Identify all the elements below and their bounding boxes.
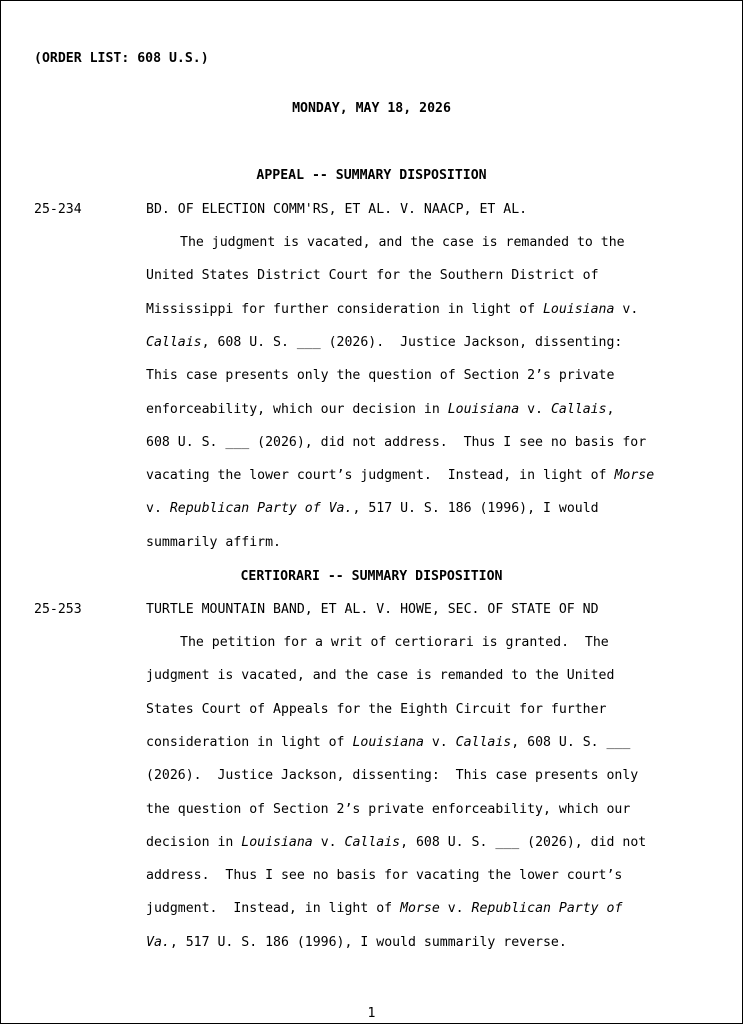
case-name-italic: Louisiana <box>447 402 520 417</box>
section-heading-appeal: APPEAL -- SUMMARY DISPOSITION <box>256 168 487 183</box>
text-run: The petition for a writ of certiorari is granted. The <box>180 635 609 650</box>
case-name-italic: Callais <box>146 335 202 350</box>
case-name-italic: Callais <box>550 402 607 417</box>
case-name-italic: Republican Party of <box>471 901 623 916</box>
case-name-italic: Louisiana <box>352 735 424 750</box>
text-run: States Court of Appeals for the Eighth Circuit for further <box>146 702 607 717</box>
case-name-italic: Louisiana <box>241 835 313 850</box>
section-heading-certiorari: CERTIORARI -- SUMMARY DISPOSITION <box>240 569 503 584</box>
opinion-line <box>146 734 630 752</box>
text-run: summarily affirm. <box>146 535 281 550</box>
opinion-line <box>146 801 630 819</box>
order-date: MONDAY, MAY 18, 2026 <box>292 101 451 116</box>
text-run: judgment. Instead, in light of <box>146 901 401 916</box>
opinion-line <box>146 667 614 685</box>
case-name-italic: Louisiana <box>542 302 615 317</box>
text-run: v. <box>423 735 456 750</box>
text-run: The judgment is vacated, and the case is remanded to the <box>180 235 625 250</box>
case-number: 25-253 <box>34 602 82 617</box>
opinion-line <box>146 934 567 952</box>
case-name-italic: Morse <box>614 468 655 483</box>
text-run: , 517 U. S. 186 (1996), I would <box>352 501 599 516</box>
opinion-line <box>146 401 614 419</box>
text-run: consideration in light of <box>146 735 353 750</box>
opinion-line <box>146 301 638 319</box>
text-run: , 517 U. S. 186 (1996), I would summarily reverse. <box>169 935 567 950</box>
opinion-line <box>146 900 622 918</box>
text-run: United States District Court for the Southern District of <box>146 268 599 283</box>
opinion-line <box>146 767 638 785</box>
case-title: TURTLE MOUNTAIN BAND, ET AL. V. HOWE, SEC. OF STATE OF ND <box>146 602 599 617</box>
opinion-line <box>146 434 646 452</box>
opinion-line <box>180 234 625 252</box>
text-run: v. <box>614 302 639 317</box>
opinion-line <box>180 634 609 652</box>
case-number: 25-234 <box>34 202 82 217</box>
opinion-line <box>146 867 622 885</box>
text-run: address. Thus I see no basis for vacating the lower court’s <box>146 868 623 883</box>
opinion-line <box>146 534 281 552</box>
text-run: (2026). Justice Jackson, dissenting: This case presents only <box>146 768 639 783</box>
case-name-italic: Callais <box>344 835 401 850</box>
page-number: 1 <box>367 1006 376 1021</box>
case-name-italic: Morse <box>400 901 440 916</box>
text-run: , <box>606 402 615 417</box>
text-run: decision in <box>146 835 242 850</box>
text-run: , 608 U. S. ___ <box>511 735 631 750</box>
opinion-line <box>146 834 646 852</box>
order-list-label: (ORDER LIST: 608 U.S.) <box>34 51 209 66</box>
text-run: 608 U. S. ___ (2026), did not address. Thus I see no basis for <box>146 435 647 450</box>
text-run: v. <box>146 501 170 516</box>
text-run: enforceability, which our decision in <box>146 402 448 417</box>
text-run: This case presents only the question of Section 2’s private <box>146 368 615 383</box>
text-run: v. <box>519 402 551 417</box>
text-run: Mississippi for further consideration in light of <box>146 302 543 317</box>
opinion-line <box>146 367 614 385</box>
text-run: judgment is vacated, and the case is remanded to the United <box>146 668 615 683</box>
case-title: BD. OF ELECTION COMM'RS, ET AL. V. NAACP, ET AL. <box>146 202 528 217</box>
opinion-line <box>146 701 607 719</box>
text-run: , 608 U. S. ___ (2026). Justice Jackson, dissenting: <box>201 335 623 350</box>
case-name-italic: Republican Party of Va. <box>169 501 353 516</box>
text-run: v. <box>312 835 345 850</box>
text-run: , 608 U. S. ___ (2026), did not <box>400 835 647 850</box>
case-name-italic: Callais <box>455 735 512 750</box>
opinion-line <box>146 467 654 485</box>
text-run: the question of Section 2’s private enforceability, which our <box>146 802 631 817</box>
text-run: vacating the lower court’s judgment. Instead, in light of <box>146 468 615 483</box>
opinion-line <box>146 500 599 518</box>
text-run: v. <box>439 901 472 916</box>
opinion-line <box>146 334 622 352</box>
case-name-italic: Va. <box>146 935 170 950</box>
opinion-line <box>146 267 599 285</box>
